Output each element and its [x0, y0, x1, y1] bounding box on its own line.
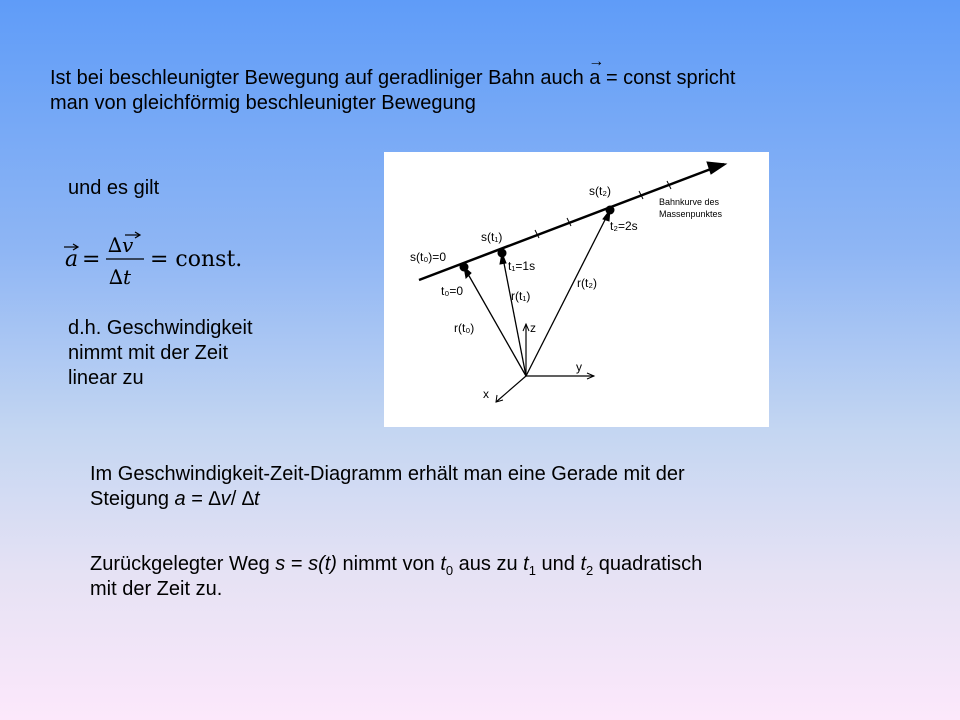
vector-arrow-icon: →: [588, 53, 605, 70]
meaning-line2: nimmt mit der Zeit: [68, 342, 229, 364]
label-s0: s(t₀)=0: [410, 250, 446, 264]
p2-t2: t: [580, 553, 587, 575]
label-t2: t₂=2s: [610, 219, 638, 233]
meaning-line3: linear zu: [68, 367, 144, 389]
title-line1-b: = const spricht: [600, 67, 736, 89]
formula-numerator: ∆v: [108, 233, 134, 257]
formula-rhs: = const.: [150, 247, 242, 272]
title-text: [50, 53, 930, 116]
formula-svg: [62, 228, 242, 292]
label-r1: r(t₁): [511, 289, 531, 303]
p2-a: Zurückgelegter Weg: [90, 553, 276, 575]
p1-prefix: Steigung: [90, 488, 175, 510]
p2-s: s: [275, 553, 286, 575]
velocity-paragraph: [90, 462, 890, 512]
p2-eq: =: [285, 553, 309, 575]
title-line1-a: Ist bei beschleunigter Bewegung auf geradliniger Bahn auch: [50, 67, 590, 89]
p2-t1: t: [523, 553, 529, 575]
formula-denominator: ∆t: [109, 265, 132, 289]
p1-dv: ∆v: [208, 488, 231, 510]
label-s1: s(t₁): [481, 230, 503, 244]
p2-and: und: [535, 553, 581, 575]
label-r0: r(t₀): [454, 321, 475, 335]
p1-slash: /: [230, 488, 242, 510]
meaning-text: [68, 316, 328, 391]
p2-st: s(t): [308, 553, 337, 575]
title-vector-a: [588, 53, 605, 91]
formula: [62, 228, 242, 297]
intro-text: und es gilt: [68, 177, 160, 199]
label-s2: s(t₂): [589, 184, 611, 198]
x-axis: [496, 376, 526, 402]
p2-mid1: nimmt von: [336, 553, 441, 575]
label-axis-z: z: [530, 321, 536, 335]
p1-dt: ∆t: [241, 488, 260, 510]
p2-sub2: 2: [586, 563, 594, 578]
p1-line1: Im Geschwindigkeit-Zeit-Diagramm erhält man eine Gerade mit der: [90, 463, 685, 485]
curve-label-2: Massenpunktes: [659, 209, 723, 219]
p2-mid2: aus zu: [453, 553, 524, 575]
label-t1: t₁=1s: [508, 259, 536, 273]
title-line2: man von gleichförmig beschleunigter Bewegung: [50, 92, 476, 114]
point-t0: [460, 263, 469, 272]
formula-lhs: a: [65, 247, 79, 272]
curve-label-1: Bahnkurve des: [659, 197, 720, 207]
point-t1: [498, 249, 507, 258]
p1-a: a: [174, 488, 186, 510]
meaning-line1: d.h. Geschwindigkeit: [68, 317, 253, 339]
p2-end: quadratisch: [593, 553, 703, 575]
p2-sub0: 0: [445, 563, 454, 578]
distance-paragraph: [90, 552, 890, 602]
trajectory-arrow-icon: [707, 162, 726, 174]
label-axis-x: x: [483, 387, 489, 401]
p2-sub1: 1: [528, 563, 536, 578]
formula-equals: =: [82, 247, 101, 272]
trajectory-diagram: [384, 152, 769, 427]
point-t2: [606, 206, 615, 215]
p2-line2: mit der Zeit zu.: [90, 578, 223, 600]
p1-eq: =: [185, 488, 209, 510]
p2-t0: t: [440, 553, 446, 575]
label-r2: r(t₂): [577, 276, 597, 290]
label-t0: t₀=0: [441, 284, 463, 298]
trajectory-figure: [384, 152, 769, 427]
label-axis-y: y: [576, 360, 582, 374]
title-vector-letter: a: [589, 67, 601, 89]
